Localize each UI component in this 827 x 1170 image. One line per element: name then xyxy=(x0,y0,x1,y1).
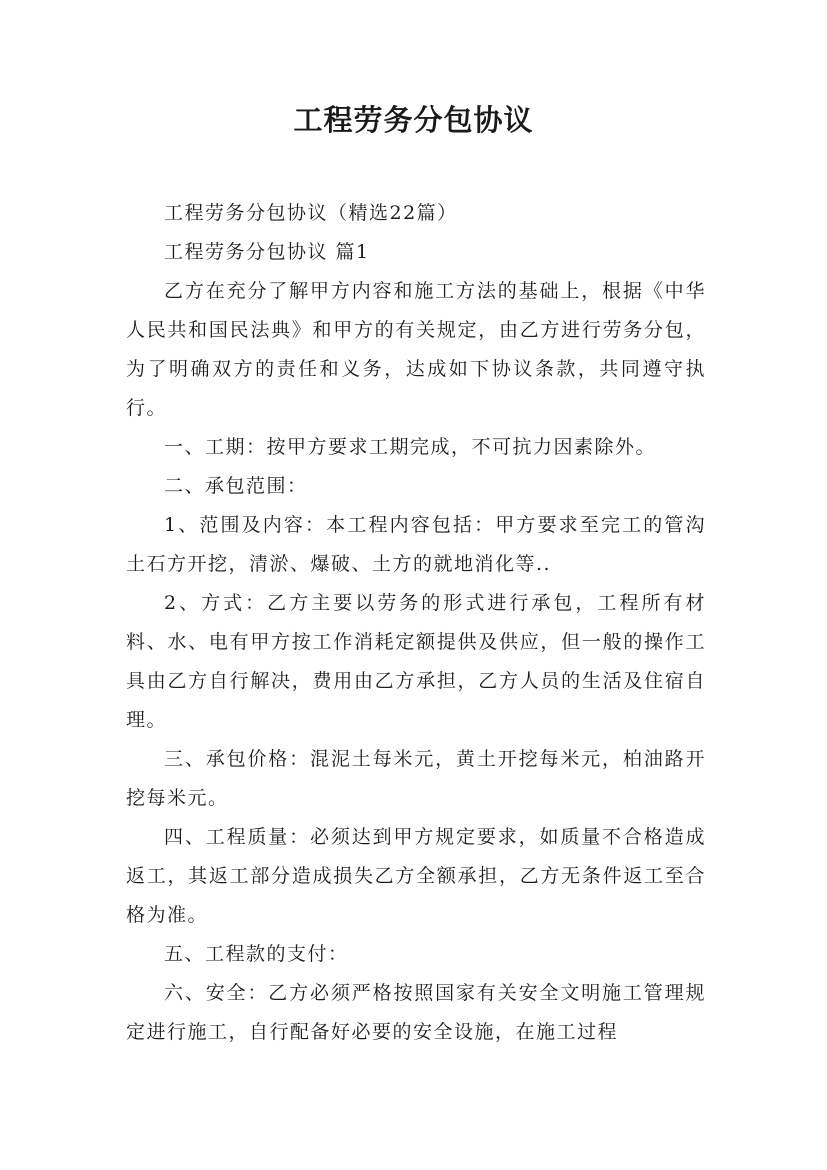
paragraph-subtitle: 工程劳务分包协议（精选22篇） xyxy=(164,202,458,224)
document-title: 工程劳务分包协议 xyxy=(293,103,534,137)
paragraph-clause-4-quality: 四、工程质量：必须达到甲方规定要求，如质量不合格造成返工，其返工部分造成损失乙方全额承担，乙方无条件返工至合格为准。 xyxy=(126,826,706,926)
paragraph-clause-1-duration: 一、工期：按甲方要求工期完成，不可抗力因素除外。 xyxy=(164,436,657,458)
paragraph-intro: 乙方在充分了解甲方内容和施工方法的基础上，根据《中华人民共和国民法典》和甲方的有关规定，由乙方进行劳务分包，为了明确双方的责任和义务，达成如下协议条款，共同遵守执行。 xyxy=(126,280,706,419)
paragraph-scope-content: 1、范围及内容：本工程内容包括：甲方要求至完工的管沟土石方开挖，清淤、爆破、土方的就地消化等.. xyxy=(126,514,706,575)
paragraph-section-heading: 工程劳务分包协议 篇1 xyxy=(164,241,370,263)
paragraph-clause-5-payment: 五、工程款的支付： xyxy=(164,943,349,965)
document-body xyxy=(126,194,706,1052)
paragraph-clause-2-scope: 二、承包范围： xyxy=(164,475,308,497)
paragraph-clause-6-safety: 六、安全：乙方必须严格按照国家有关安全文明施工管理规定进行施工，自行配备好必要的安全设施，在施工过程 xyxy=(126,982,706,1043)
paragraph-clause-3-price: 三、承包价格：混泥土每米元，黄土开挖每米元，柏油路开挖每米元。 xyxy=(126,748,706,809)
paragraph-scope-method: 2、方式：乙方主要以劳务的形式进行承包，工程所有材料、水、电有甲方按工作消耗定额提供及供应，但一般的操作工具由乙方自行解决，费用由乙方承担，乙方人员的生活及住宿自理。 xyxy=(126,592,706,731)
